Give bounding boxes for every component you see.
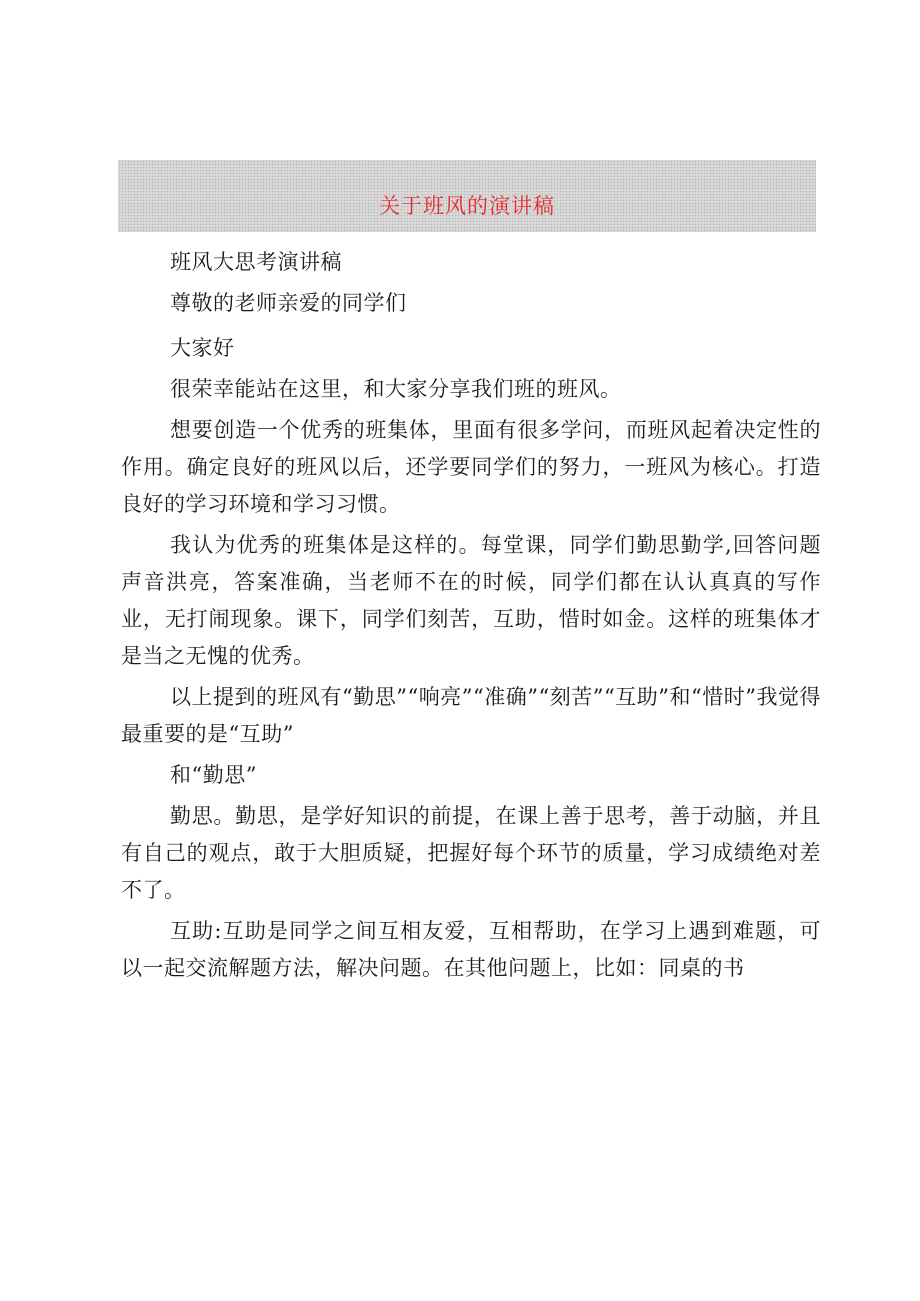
paragraph-salutation: 尊敬的老师亲爱的同学们 — [170, 291, 407, 315]
paragraph-mutual-help: 互助:互助是同学之间互相友爱，互相帮助，在学习上遇到难题，可以一起交流解题方法，解决问题。在其他问题上，比如：同桌的书 — [121, 919, 821, 980]
paragraph-diligent-thinking: 勤思。勤思，是学好知识的前提，在课上善于思考，善于动脑，并且有自己的观点，敢于大胆质疑，把握好每个环节的质量，学习成绩绝对差不了。 — [121, 804, 821, 902]
paragraph-excellent-class: 我认为优秀的班集体是这样的。每堂课，同学们勤思勤学,回答问题声音洪亮，答案准确，当老师不在的时候，同学们都在认认真真的写作业，无打闹现象。课下，同学们刻苦，互助，惜时如金。这样的班集体才是当之无愧的优秀。 — [121, 533, 821, 668]
document-body — [121, 244, 821, 987]
paragraph-key-traits: 以上提到的班风有“勤思”“响亮”“准确”“刻苦”“互助”和“惜时”我觉得最重要的是“互助” — [121, 685, 821, 746]
paragraph-intro: 很荣幸能站在这里，和大家分享我们班的班风。 — [170, 377, 622, 401]
title-banner — [118, 160, 816, 232]
paragraph-key-traits-continued: 和“勤思” — [170, 763, 257, 787]
paragraph-subtitle: 班风大思考演讲稿 — [170, 250, 342, 274]
paragraph-greeting: 大家好 — [170, 336, 235, 360]
paragraph-class-style-importance: 想要创造一个优秀的班集体，里面有很多学问，而班风起着决定性的作用。确定良好的班风以后，还学要同学们的努力，一班风为核心。打造良好的学习环境和学习习惯。 — [121, 418, 821, 516]
document-title: 关于班风的演讲稿 — [379, 194, 555, 218]
